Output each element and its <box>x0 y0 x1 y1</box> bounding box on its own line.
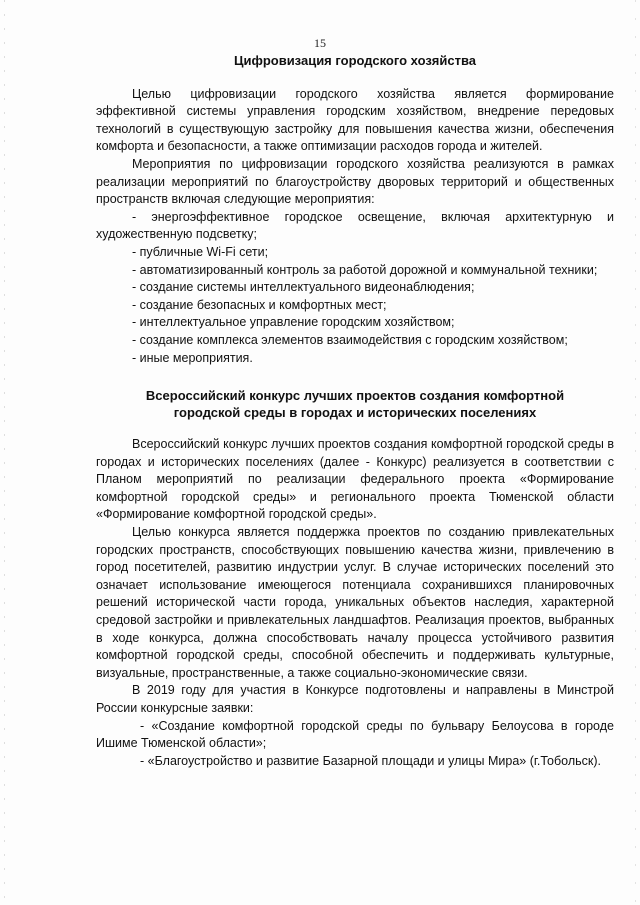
page-content <box>96 52 614 770</box>
list-item-bid: - «Создание комфортной городской среды по бульвару Белоусова в городе Ишиме Тюменской области»; <box>96 718 614 751</box>
paragraph-contest-intro: Всероссийский конкурс лучших проектов создания комфортной городской среды в городах и исторических поселениях (далее - Конкурс) реализуется в соответствии с Планом мероприятий по реализации федерального проекта «Формирование комфортной городской среды» и регионального проекта Тюменской области «Формирование комфортной городской среды». <box>96 437 614 522</box>
list-item: - автоматизированный контроль за работой дорожной и коммунальной техники; <box>132 262 598 277</box>
list-item: - энергоэффективное городское освещение, включая архитектурную и художественную подсветку; <box>96 209 614 242</box>
list-item: - создание комплекса элементов взаимодействия с городским хозяйством; <box>132 332 568 347</box>
list-item: - интеллектуальное управление городским хозяйством; <box>132 315 455 330</box>
paragraph-contest-2019: В 2019 году для участия в Конкурсе подготовлены и направлены в Минстрой России конкурсные заявки: <box>96 683 614 715</box>
scan-edge-right <box>635 0 636 905</box>
paragraph-digitalization-goal: Целью цифровизации городского хозяйства является формирование эффективной системы управления городским хозяйством, внедрение передовых технологий в существующую застройку для повышения качества жизни, обеспечения комфорта и безопасности, а также оптимизации расходов города и жителей. <box>96 86 614 154</box>
list-item: - иные мероприятия. <box>132 350 253 365</box>
paragraph-digitalization-measures: Мероприятия по цифровизации городского хозяйства реализуются в рамках реализации мероприятий по благоустройству дворовых территорий и общественных пространств включая следующие мероприятия: <box>96 156 614 207</box>
section-title-contest-line1: Всероссийский конкурс лучших проектов создания комфортной <box>145 388 565 404</box>
list-item-bid: - «Благоустройство и развитие Базарной площади и улицы Мира» (г.Тобольск). <box>140 753 601 768</box>
scan-edge-left <box>4 0 5 905</box>
list-item: - публичные Wi-Fi сети; <box>132 244 269 259</box>
section-title-digitalization: Цифровизация городского хозяйства <box>233 53 477 68</box>
list-item: - создание безопасных и комфортных мест; <box>132 297 387 312</box>
page-number: 15 <box>314 36 326 50</box>
list-item: - создание системы интеллектуального видеонаблюдения; <box>132 280 475 295</box>
section-title-contest-line2: городской среды в городах и исторических поселениях <box>173 405 537 421</box>
paragraph-contest-goal: Целью конкурса является поддержка проектов по созданию привлекательных городских пространств, способствующих повышению качества жизни, привлечению в город посетителей, развитию индустрии услуг. В случае исторических поселений это означает использование имеющегося потенциала сохранившихся планировочных решений исторической части города, уникальных объектов наследия, характерной средовой застройки и привлекательных ландшафтов. Реализация проектов, выбранных в ходе конкурса, должна способствовать началу процесса устойчивого развития комфортной городской среды, способной обеспечить и поддерживать культурные, визуальные, пространственные, а также социально-экономические связи. <box>96 525 614 680</box>
